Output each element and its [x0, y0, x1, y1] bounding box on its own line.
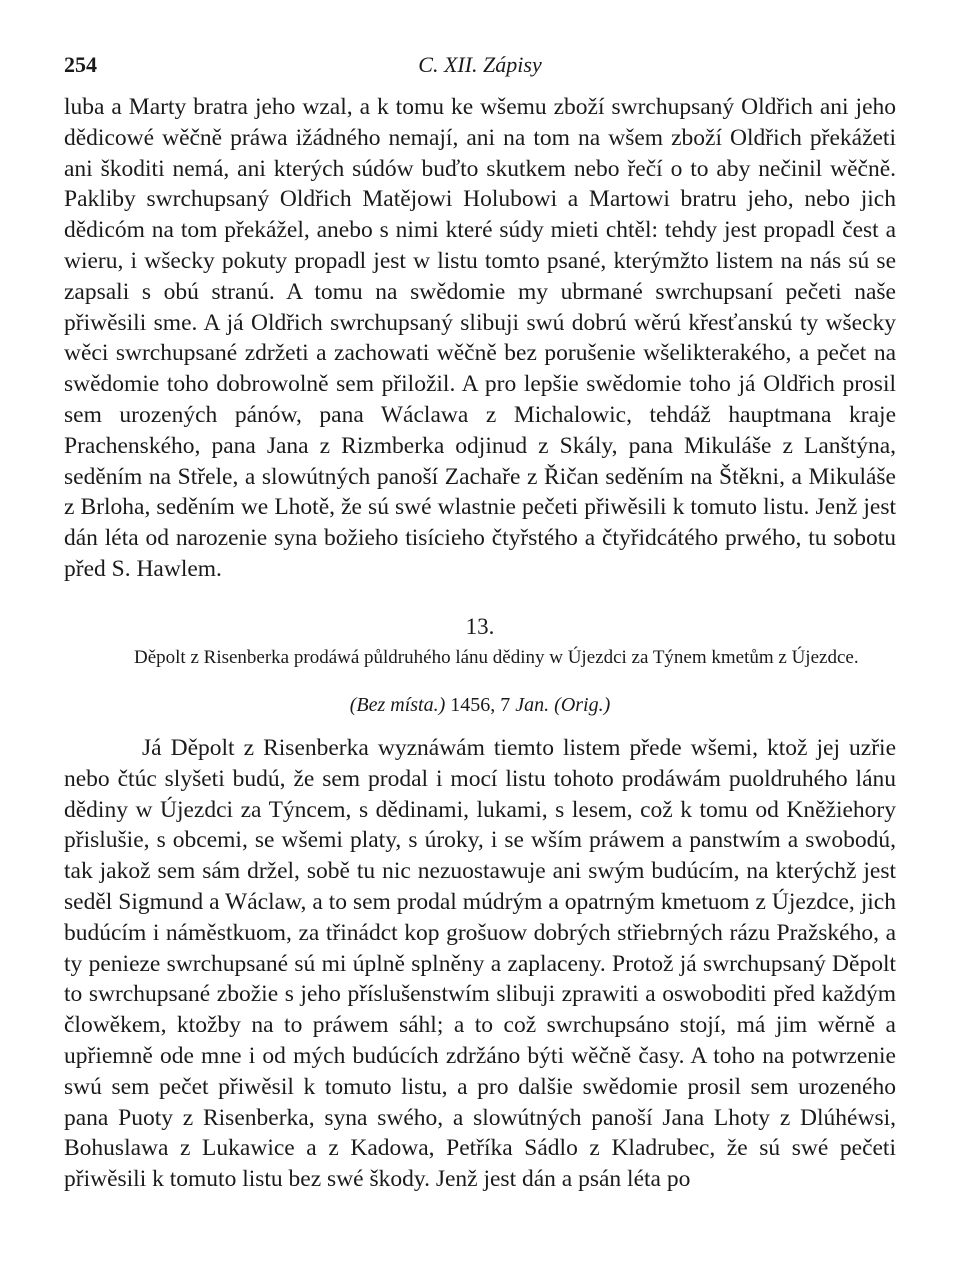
- source-date: 1456, 7: [445, 694, 516, 716]
- page-number: 254: [64, 52, 97, 77]
- document-number: 13.: [465, 614, 495, 639]
- paragraph-continued: luba a Marty bratra jeho wzal, a k tomu ke wšemu zboží swrchupsaný Oldřich ani jeho dědicowé wěčně práwa ižádného nemají, ani na tom na wšem zboží Oldřich překážeti ani škoditi nemá, ani kterých súdów buďto skutkem nebo řečí o to aby nečinil wěčně. Pakliby swrchupsaný Oldřich Matějowi Holubowi a Martowi bratru jeho, nebo jich dědicóm na tom překážel, anebo s nimi které súdy mieti chtěl: tehdy jest propadl čest a wieru, i wšecky pokuty propadl jest w listu tomto psané, kterýmžto listem na nás sú se zapsali s obú stranú. A tomu na swědomie my ubrmané swrchupsaní pečeti naše přiwěsili sme. A já Oldřich swrchupsaný slibuji swú dobrú wěrú křesťanskú ty wšecky wěci swrchupsané zdržeti a zachowati wěčně bez porušenie wšelikterakého, a pečet na swědomie toho dobrowolně sem přiložil. A pro lepšie swědomie toho já Oldřich prosil sem urozených pánów, pana Wáclawa z Michalowic, tehdáž hauptmana kraje Prachenského, pana Jana z Rizmberka odjinud z Skály, pana Mikuláše z Lanštýna, seděním na Střele, a slowútných panoší Zachaře z Řičan seděním na Štěkni, a Mikuláše z Brloha, seděním we Lhotě, že sú swé wlastnie pečeti přiwěsili k tomuto listu. Jenž jest dán léta od narozenie syna božieho tisícieho čtyřstého a čtyřidcátého prwého, tu sobotu před S. Hawlem.: [64, 94, 896, 582]
- document-text: Já Děpolt z Risenberka wyznáwám tiemto listem přede wšemi, ktož jej uzřie nebo čtúc slyšeti budú, že sem prodal i mocí listu tohoto prodáwám puoldruhého lánu dědiny w Újezdci za Týncem, s dědinami, lukami, s lesem, což k tomu od Kněžiehory přislušie, s obcemi, se wšemi platy, s úroky, i se wším práwem a panstwím a swobodú, tak jakož sem sám držel, sobě tu nic nezuostawuje ani swým budúcím, na kterýchž jest seděl Sigmund a Wáclaw, a to sem prodal múdrým a opatrným kmetuom z Újezdce, jich budúcím i náměstkuom, za třinádct kop grošuow dobrých střiebrných rázu Pražského, a ty penieze swrchupsané sú mi úplně splněny a zaplaceny. Protož já swrchupsaný Děpolt to swrchupsané zbožie s jeho příslušenstwím slibuji zprawiti a oswoboditi před každým člowěkem, ktožby na to práwem sáhl; a to což swrchupsáno stojí, má jim wěrně a upřiemně ode mne i od mých budúcích zdržáno býti wěčně časy. A toho na potwrzenie swú sem pečet přiwěsil k tomuto listu, a pro dalšie swědomie prosil sem urozeného pana Puoty z Risenberka, syna swého, a slowútných panoší Jana Lhoty z Dlúhéwsi, Bohuslawa z Lukawice a z Kadowa, Petříka Sádlo z Kladrubec, že sú swé pečeti přiwěsili k tomuto listu bez swé škody. Jenž jest dán a psán léta po: [64, 735, 896, 1193]
- source-place: (Bez místa.): [349, 694, 446, 716]
- document-regest: Děpolt z Risenberka prodáwá půldruhého lánu dědiny w Újezdci za Týnem kmetům z Újezdce.: [134, 647, 859, 668]
- document-source-line: [64, 694, 896, 717]
- page-header: [64, 52, 896, 82]
- running-head: C. XII. Zápisy: [418, 52, 542, 77]
- source-month-orig: Jan. (Orig.): [515, 694, 611, 716]
